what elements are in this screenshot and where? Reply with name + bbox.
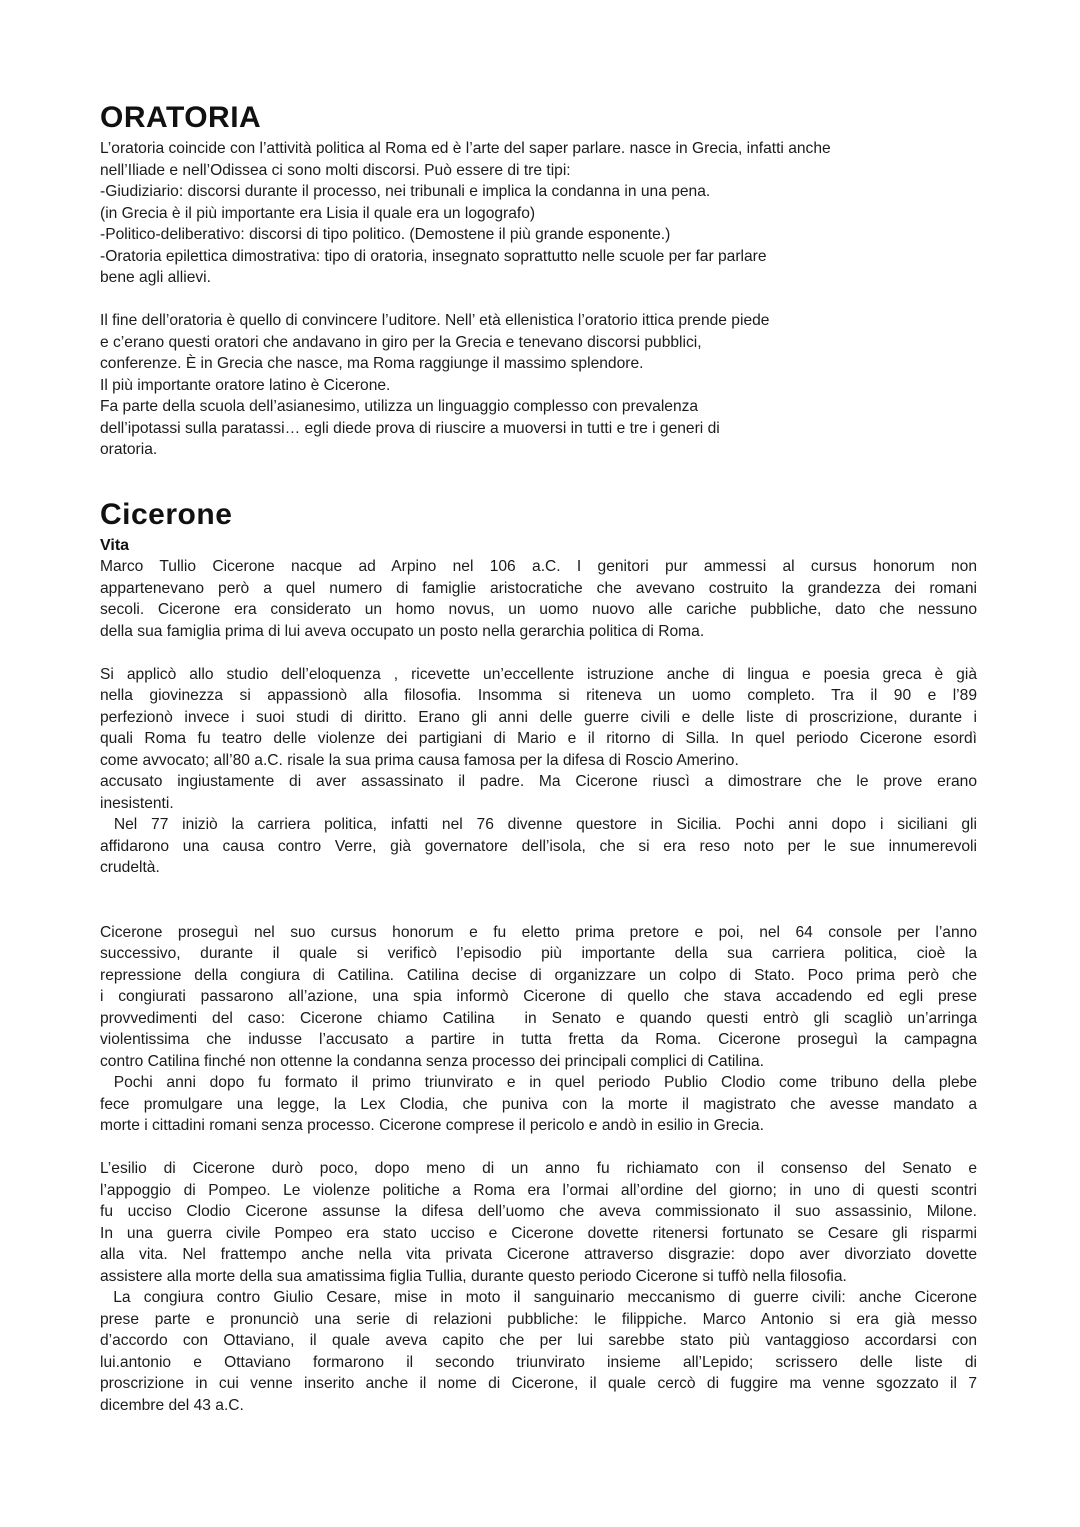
text-line: d’accordo con Ottaviano, il quale aveva capito che per lui sarebbe stato più vantaggioso accordarsi con: [100, 1332, 977, 1349]
text-line: i congiurati passarono all’azione, una spia informò Cicerone di quello che stava accadendo ed egli prese: [100, 988, 977, 1005]
text-line: Cicerone proseguì nel suo cursus honorum e fu eletto prima pretore e poi, nel 64 console per l’anno: [100, 923, 977, 941]
section-title-cicerone: Cicerone: [100, 497, 233, 531]
text-line: bene agli allievi.: [100, 269, 211, 286]
text-line: Il più importante oratore latino è Cicerone.: [100, 376, 391, 394]
text-line: della sua famiglia prima di lui aveva occupato un posto nella gerarchia politica di Roma.: [100, 622, 705, 640]
text-line: secoli. Cicerone era considerato un homo novus, un uomo nuovo alle cariche pubbliche, dato che nessuno: [100, 601, 977, 618]
paragraph-accusato: [100, 771, 977, 814]
text-line: accusato ingiustamente di aver assassinato il padre. Ma Cicerone riuscì a dimostrare che le prove erano: [100, 773, 977, 790]
paragraph-cursus-honorum: [100, 922, 977, 1073]
text-line: Pochi anni dopo fu formato il primo triunvirato e in quel periodo Publio Clodio come tribuno della plebe: [100, 1074, 977, 1091]
text-line: repressione della congiura di Catilina. Catilina decise di organizzare un colpo di Stato. Poco prima però che: [100, 966, 977, 984]
text-line: assistere alla morte della sua amatissima figlia Tullia, durante questo periodo Cicerone si tuffò nella filosofia.: [100, 1267, 847, 1285]
text-line: appartenevano però a quel numero di famiglie aristocratiche che avevano costruito la grandezza dei romani: [100, 579, 977, 597]
text-line: l’appoggio di Pompeo. Le violenze politiche a Roma era l’ormai all’ordine del giorno; in uno di questi scontri: [100, 1181, 977, 1199]
text-line: -Politico-deliberativo: discorsi di tipo politico. (Demostene il più grande esponente.): [100, 226, 671, 243]
text-line: lui.antonio e Ottaviano formarono il secondo triunvirato insieme all’Lepido; scrissero delle liste di: [100, 1353, 977, 1371]
text-line: Il fine dell’oratoria è quello di convincere l’uditore. Nell’ età ellenistica l’oratorio ittica prende piede: [100, 312, 770, 329]
text-line: conferenze. È in Grecia che nasce, ma Roma raggiunge il massimo splendore.: [100, 355, 644, 372]
paragraph-eloquenza: [100, 664, 977, 772]
block-esilio-e-morte: [100, 1158, 977, 1416]
text-line: Nel 77 iniziò la carriera politica, infatti nel 76 divenne questore in Sicilia. Pochi anni dopo i siciliani gli: [100, 816, 977, 833]
text-line: La congiura contro Giulio Cesare, mise in moto il sanguinario meccanismo di guerre civili: anche Cicerone: [100, 1289, 977, 1306]
text-line: contro Catilina finché non ottenne la condanna senza processo dei principali complici di Catilina.: [100, 1052, 764, 1070]
paragraph-triunvirato: [100, 1072, 977, 1137]
text-line: -Oratoria epilettica dimostrativa: tipo di oratoria, insegnato soprattutto nelle scuole per far parlare: [100, 247, 767, 265]
text-line: -Giudiziario: discorsi durante il processo, nei tribunali e implica la condanna in una pena.: [100, 183, 711, 200]
paragraph-esilio: [100, 1158, 977, 1287]
text-line: fece promulgare una legge, la Lex Clodia, che puniva con la morte il magistrato che avesse mandato a: [100, 1095, 977, 1113]
paragraph-carriera-politica: [100, 814, 977, 879]
text-line: violentissima che indusse l’accusato a partire in tutta fretta da Roma. Cicerone proseguì la campagna: [100, 1031, 977, 1048]
subsection-title-vita: Vita: [100, 536, 130, 554]
text-line: alla vita. Nel frattempo anche nella vita privata Cicerone attraverso disgrazie: dopo aver divorziato dovette: [100, 1246, 977, 1263]
text-line: dicembre del 43 a.C.: [100, 1396, 244, 1414]
text-line: affidarono una causa contro Verre, già governatore dell’isola, che si era reso noto per le sue innumerevoli: [100, 837, 977, 855]
text-line: provvedimenti del caso: Cicerone chiamo Catilina in Senato e quando questi entrò gli scagliò un’arringa: [100, 1009, 977, 1027]
oratoria-fine-paragraph: [100, 310, 977, 461]
text-line: Fa parte della scuola dell’asianesimo, utilizza un linguaggio complesso con prevalenza: [100, 398, 699, 415]
text-line: morte i cittadini romani senza processo. Cicerone comprese il pericolo e andò in esilio in Grecia.: [100, 1117, 764, 1134]
text-line: L’oratoria coincide con l’attività politica al Roma ed è l’arte del saper parlare. nasce in Grecia, infatti anche: [100, 140, 831, 157]
block-consolato: [100, 922, 977, 1137]
section-title-oratoria: ORATORIA: [100, 101, 262, 134]
text-line: proscrizione in cui venne inserito anche il nome di Cicerone, il quale cercò di fuggire ma venne sgozzato il 7: [100, 1375, 977, 1392]
text-line: successivo, durante il quale si verificò l’episodio più importante della sua carriera politica, cioè la: [100, 945, 977, 962]
text-line: dell’ipotassi sulla paratassi… egli diede prova di riuscire a muoversi in tutti e tre i generi di: [100, 419, 720, 437]
text-line: crudeltà.: [100, 859, 160, 876]
text-line: oratoria.: [100, 441, 158, 458]
paragraph-congiura-e-morte: [100, 1287, 977, 1416]
text-line: inesistenti.: [100, 794, 174, 812]
text-line: Marco Tullio Cicerone nacque ad Arpino nel 106 a.C. I genitori pur ammessi al cursus honorum non: [100, 558, 977, 575]
text-line: fu ucciso Clodio Cicerone assunse la difesa dell’uomo che aveva commissionato il suo assassinio, Milone.: [100, 1203, 977, 1220]
text-line: nell’Iliade e nell’Odissea ci sono molti discorsi. Può essere di tre tipi:: [100, 161, 571, 179]
text-line: prese parte e pronunciò una serie di relazioni pubbliche: le filippiche. Marco Antonio si era già messo: [100, 1310, 977, 1328]
text-line: e c’erano questi oratori che andavano in giro per la Grecia e tenevano discorsi pubblici,: [100, 333, 702, 351]
text-line: quali Roma fu teatro delle violenze dei partigiani di Mario e il ritorno di Silla. In quel periodo Cicerone esordì: [100, 730, 977, 747]
text-line: Si applicò allo studio dell’eloquenza , ricevette un’eccellente istruzione anche di lingua e poesia greca è già: [100, 665, 977, 683]
text-line: nella giovinezza si appassionò alla filosofia. Insomma si riteneva un uomo completo. Tra il 90 e l’89: [100, 687, 977, 704]
text-line: L’esilio di Cicerone durò poco, dopo meno di un anno fu richiamato con il consenso del Senato e: [100, 1160, 977, 1177]
text-line: come avvocato; all’80 a.C. risale la sua prima causa famosa per la difesa di Roscio Amerino.: [100, 751, 739, 769]
text-line: In una guerra civile Pompeo era stato ucciso e Cicerone dovette ritenersi fortunato se Cesare gli risparmi: [100, 1224, 977, 1242]
paragraph-vita: [100, 556, 977, 642]
oratoria-intro-paragraph: [100, 138, 977, 289]
text-line: (in Grecia è il più importante era Lisia il quale era un logografo): [100, 204, 536, 222]
block-formazione: [100, 664, 977, 879]
text-line: perfezionò invece i suoi studi di diritto. Erano gli anni delle guerre civili e delle liste di proscrizione, durante i: [100, 708, 977, 726]
